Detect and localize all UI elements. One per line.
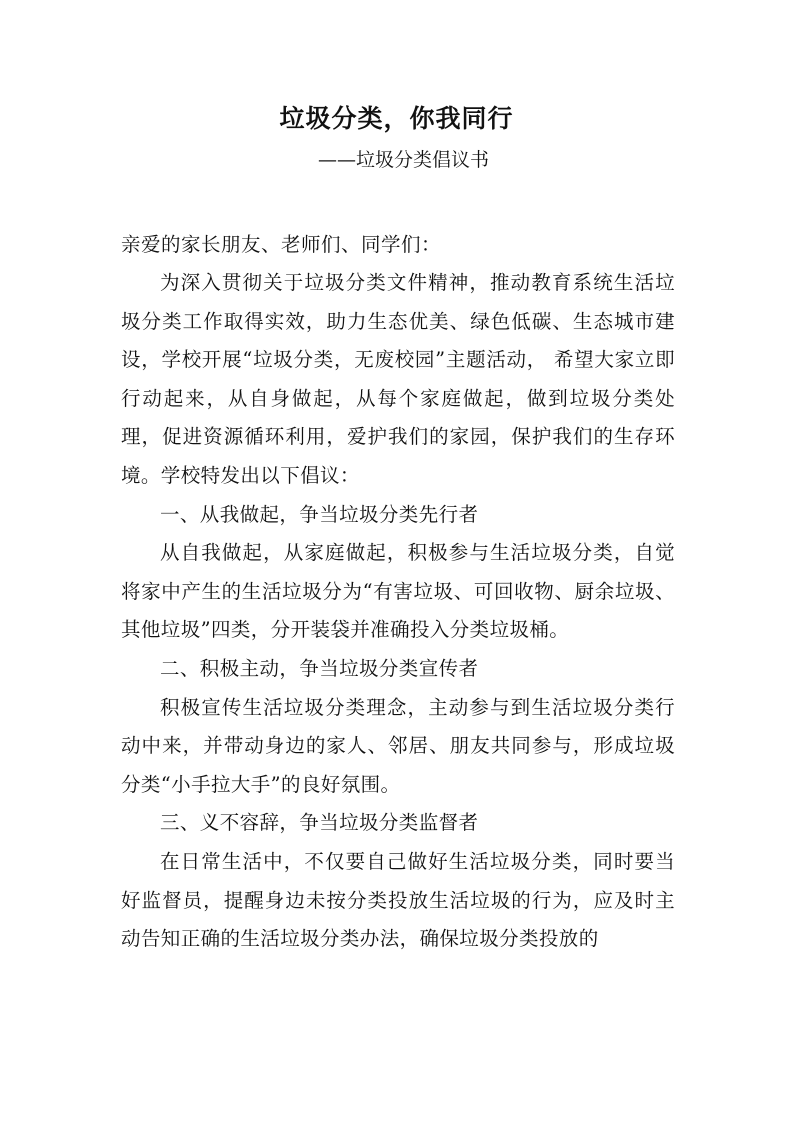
salutation: 亲爱的家长朋友、老师们、同学们：	[121, 233, 442, 256]
section-paragraph-1: 从自我做起，从家庭做起，积极参与生活垃圾分类，自觉将家中产生的生活垃圾分为“有害垃圾、可回收物、厨余垃圾、其他垃圾”四类，分开装袋并准确投入分类垃圾桶。	[121, 541, 675, 642]
section-paragraph-2: 积极宣传生活垃圾分类理念，主动参与到生活垃圾分类行动中来，并带动身边的家人、邻居、朋友共同参与，形成垃圾分类“小手拉大手”的良好氛围。	[121, 695, 675, 796]
section-heading-2: 二、积极主动，争当垃圾分类宣传者	[160, 656, 479, 680]
section-heading-1: 一、从我做起，争当垃圾分类先行者	[160, 502, 479, 526]
document-title: 垃圾分类，你我同行	[279, 104, 514, 133]
intro-paragraph: 为深入贯彻关于垃圾分类文件精神，推动教育系统生活垃圾分类工作取得实效，助力生态优美、绿色低碳、生态城市建设，学校开展“垃圾分类，无废校园”主题活动， 希望大家立即行动起来，从自身做起，从每个家庭做起，做到垃圾分类处理，促进资源循环利用，爱护我们的家园，保护我们的生存环境。学校特发出以下倡议：	[121, 271, 675, 487]
document-body	[121, 264, 675, 959]
document-subtitle: ——垃圾分类倡议书	[317, 149, 489, 171]
section-heading-3: 三、义不容辞，争当垃圾分类监督者	[160, 811, 479, 835]
section-paragraph-3: 在日常生活中，不仅要自己做好生活垃圾分类，同时要当好监督员，提醒身边未按分类投放生活垃圾的行为，应及时主动告知正确的生活垃圾分类办法，确保垃圾分类投放的	[121, 849, 675, 951]
